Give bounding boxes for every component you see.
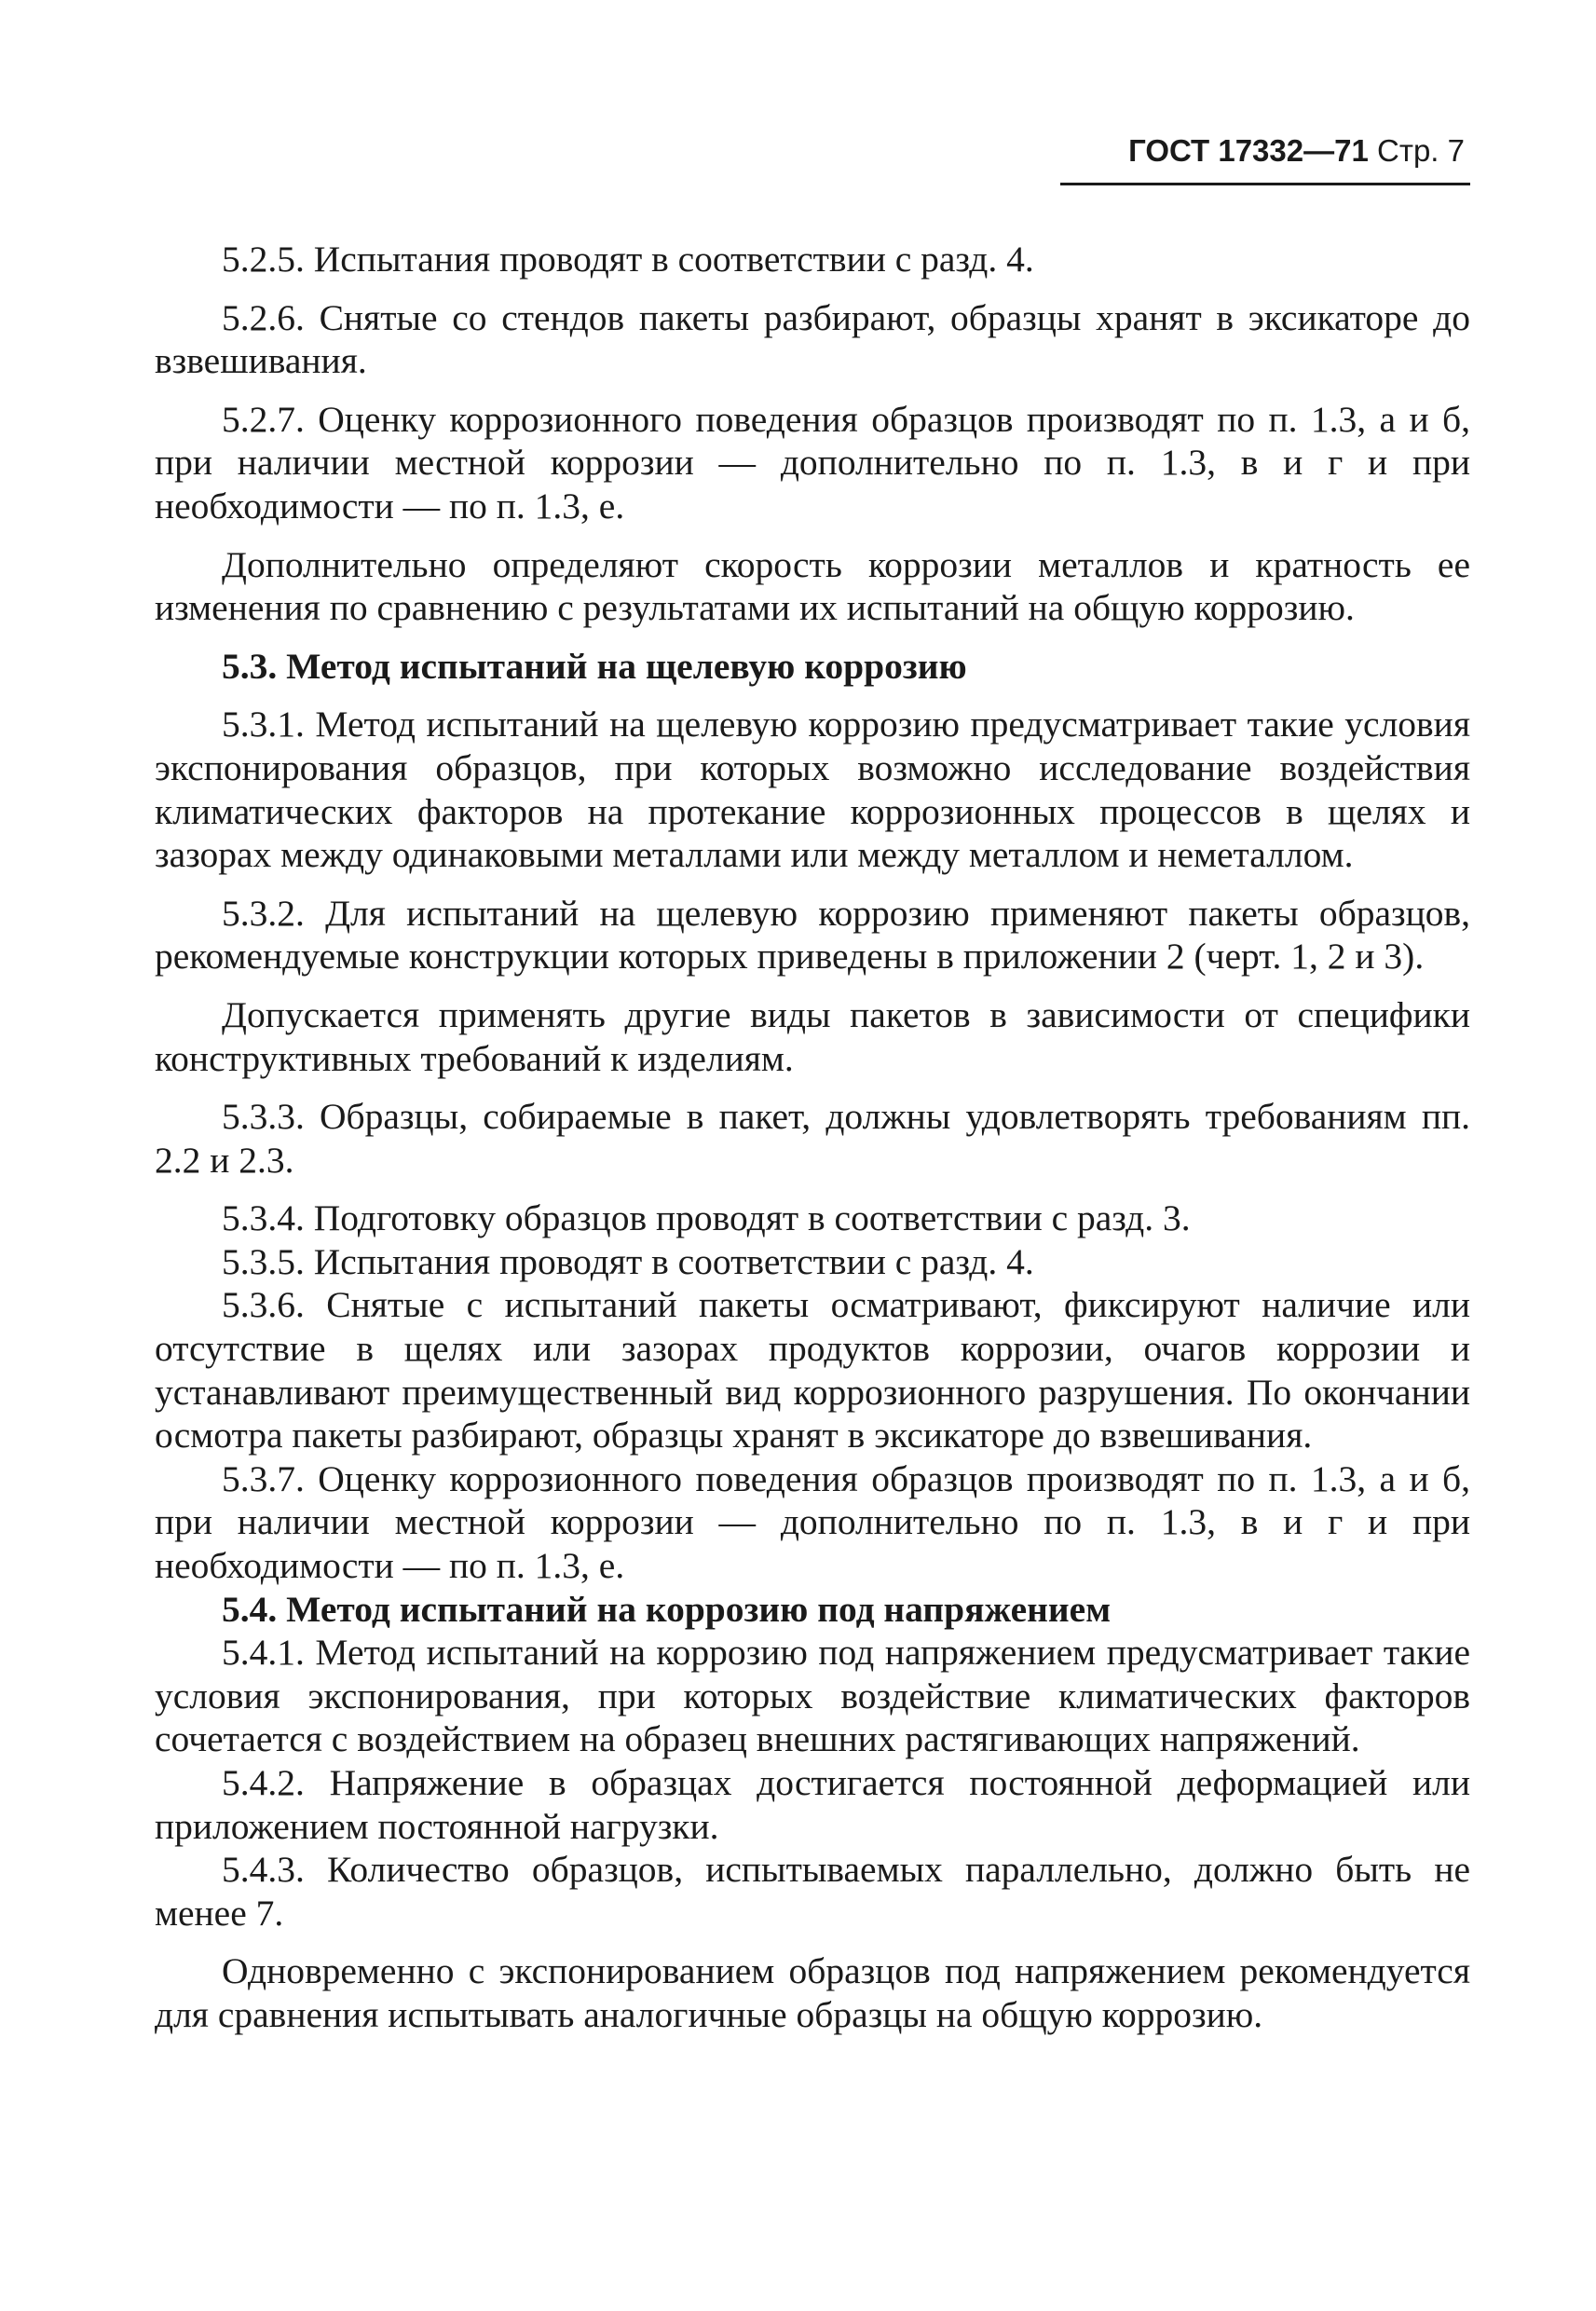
paragraph-5-3-7: 5.3.7. Оценку коррозионного поведения образцов производят по п. 1.3, а и б, при наличии местной коррозии — дополнительно по п. 1.3, в и г и при необходимости — по п. 1.3, е. bbox=[155, 1457, 1470, 1587]
section-heading-5-3: 5.3. Метод испытаний на щелевую коррозию bbox=[222, 645, 967, 687]
paragraph-5-3-6: 5.3.6. Снятые с испытаний пакеты осматривают, фиксируют наличие или отсутствие в щелях или зазорах продуктов коррозии, очагов коррозии и устанавливают преимущественный вид коррозионного разрушения. По окончании осмотра пакеты разбирают, образцы хранят в эксикаторе до взвешивания. bbox=[155, 1284, 1470, 1456]
paragraph-5-3-3: 5.3.3. Образцы, собираемые в пакет, должны удовлетворять требованиям пп. 2.2 и 2.3. bbox=[155, 1096, 1470, 1181]
paragraph-5-2-7-continued: Дополнительно определяют скорость коррозии металлов и кратность ее изменения по сравнению с результатами их испытаний на общую коррозию. bbox=[155, 543, 1470, 629]
paragraph-5-4-3-continued: Одновременно с экспонированием образцов под напряжением рекомендуется для сравнения испытывать аналогичные образцы на общую коррозию. bbox=[155, 1950, 1470, 2035]
paragraph-5-3-1: 5.3.1. Метод испытаний на щелевую коррозию предусматривает такие условия экспонирования образцов, при которых возможно исследование воздействия климатических факторов на протекание коррозионных процессов в щелях и зазорах между одинаковыми металлами или между металлом и неметаллом. bbox=[155, 704, 1470, 876]
paragraph-5-3-2-continued: Допускается применять другие виды пакетов в зависимости от специфики конструктивных требований к изделиям. bbox=[155, 993, 1470, 1079]
paragraph-5-4-3: 5.4.3. Количество образцов, испытываемых параллельно, должно быть не менее 7. bbox=[155, 1849, 1470, 1934]
paragraph-5-2-7: 5.2.7. Оценку коррозионного поведения образцов производят по п. 1.3, а и б, при наличии местной коррозии — дополнительно по п. 1.3, в и г и при необходимости — по п. 1.3, е. bbox=[155, 398, 1470, 526]
header-rule bbox=[1060, 183, 1470, 185]
paragraph-5-4-1: 5.4.1. Метод испытаний на коррозию под напряжением предусматривает такие условия экспонирования, при которых воздействие климатических факторов сочетается с воздействием на образец внешних растягивающих напряжений. bbox=[155, 1632, 1470, 1760]
section-heading-5-4: 5.4. Метод испытаний на коррозию под напряжением bbox=[222, 1588, 1112, 1630]
page-header bbox=[1073, 130, 1465, 171]
document-body bbox=[155, 238, 1470, 2052]
paragraph-5-3-5: 5.3.5. Испытания проводят в соответствии с разд. 4. bbox=[222, 1240, 1034, 1282]
page-number: Стр. 7 bbox=[1377, 133, 1465, 168]
standard-number: ГОСТ 17332—71 bbox=[1128, 133, 1369, 168]
paragraph-5-2-6: 5.2.6. Снятые со стендов пакеты разбирают, образцы хранят в эксикаторе до взвешивания. bbox=[155, 296, 1470, 382]
paragraph-5-2-5: 5.2.5. Испытания проводят в соответствии с разд. 4. bbox=[222, 239, 1034, 280]
paragraph-5-4-2: 5.4.2. Напряжение в образцах достигается постоянной деформацией или приложением постоянной нагрузки. bbox=[155, 1762, 1470, 1847]
paragraph-5-3-4: 5.3.4. Подготовку образцов проводят в соответствии с разд. 3. bbox=[222, 1197, 1191, 1239]
paragraph-5-3-2: 5.3.2. Для испытаний на щелевую коррозию применяют пакеты образцов, рекомендуемые конструкции которых приведены в приложении 2 (черт. 1, 2 и 3). bbox=[155, 892, 1470, 978]
